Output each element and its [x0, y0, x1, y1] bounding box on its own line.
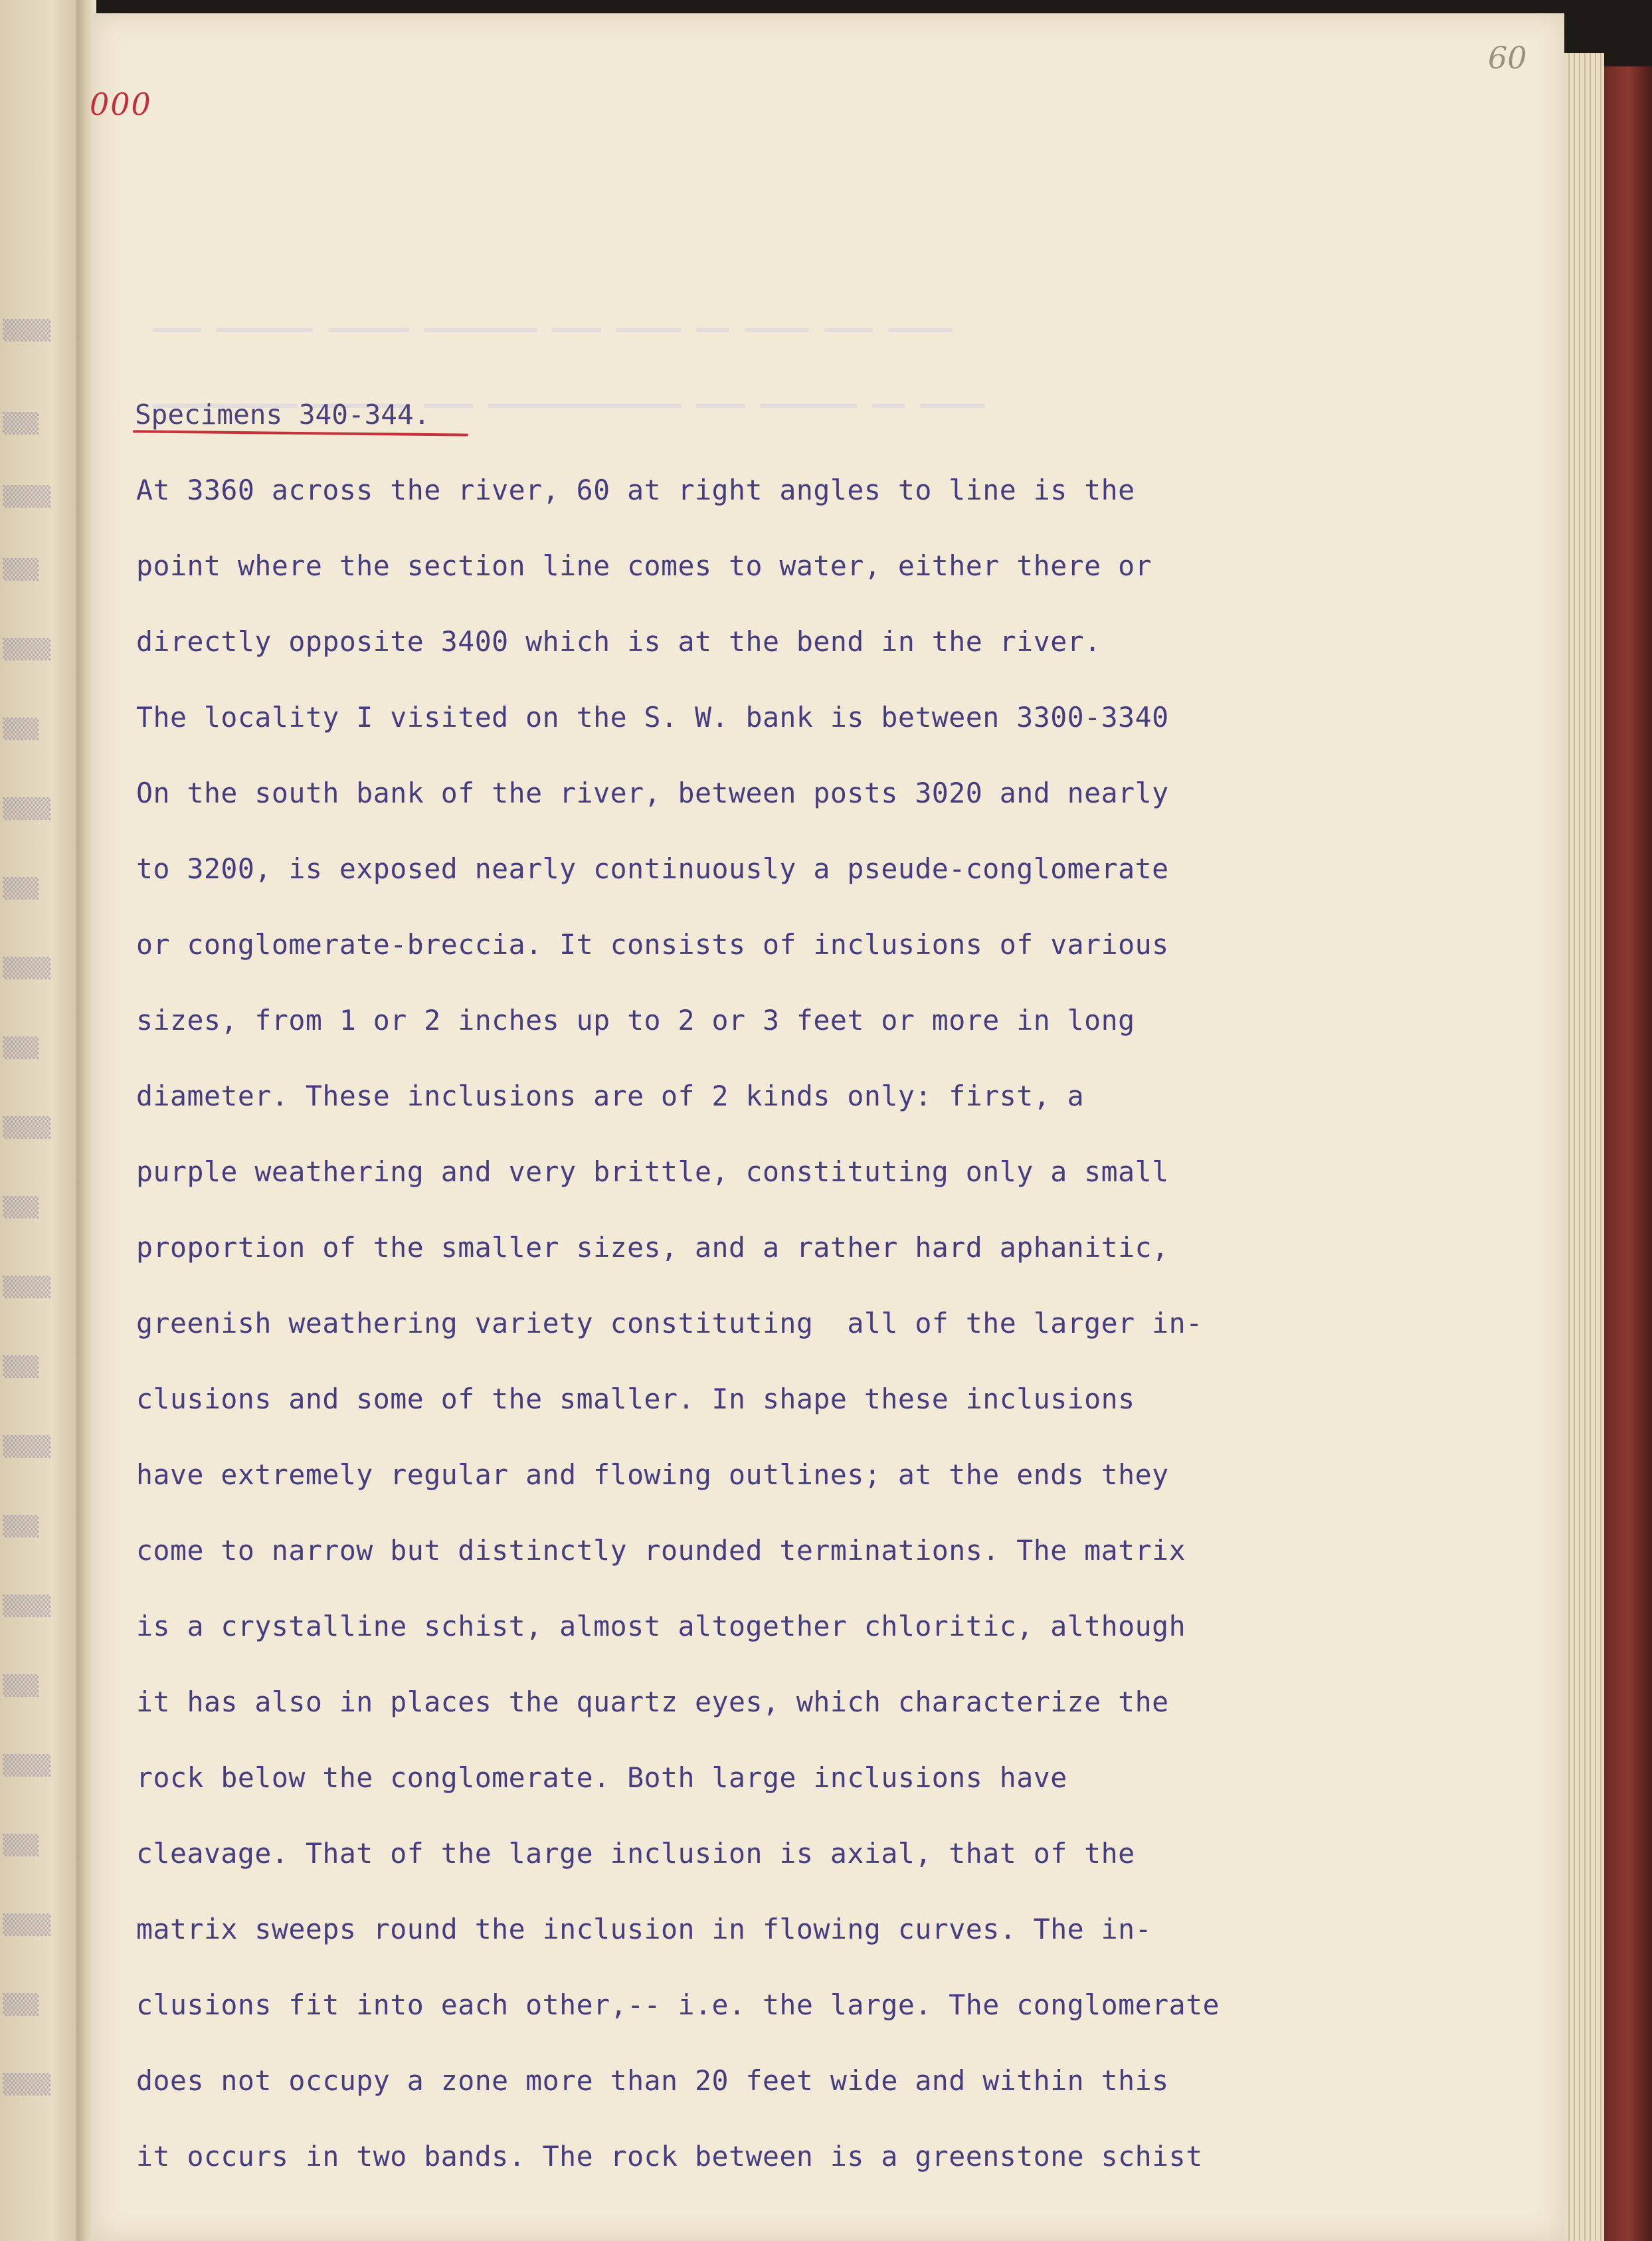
text-line: point where the section line comes to water, either there or — [136, 549, 1152, 582]
text-line: matrix sweeps round the inclusion in flowing curves. The in- — [136, 1913, 1152, 1945]
bleed-text: ▒▒▒ — [3, 1834, 39, 1857]
text-line: it occurs in two bands. The rock between is a greenstone schist — [136, 2140, 1203, 2173]
text-line: rock below the conglomerate. Both large inclusions have — [136, 1761, 1067, 1794]
text-line: come to narrow but distinctly rounded terminations. The matrix — [136, 1534, 1186, 1567]
text-line: greenish weathering variety constituting all of the larger in- — [136, 1307, 1203, 1339]
book-cover-edge — [1604, 66, 1652, 2241]
text-line: or conglomerate-breccia. It consists of inclusions of various — [136, 928, 1169, 961]
bleed-text: ▒▒▒ — [3, 1674, 39, 1698]
bleed-text: ▒▒▒ — [3, 1196, 39, 1219]
page-number: 60 — [1488, 40, 1527, 76]
bleed-text: ▒▒▒▒ — [3, 1276, 51, 1299]
bleed-text: ▒▒▒▒ — [3, 797, 51, 821]
bleed-text: ▒▒▒▒ — [3, 319, 51, 342]
bleed-text: ▒▒▒▒ — [3, 1435, 51, 1458]
text-line: proportion of the smaller sizes, and a rather hard aphanitic, — [136, 1231, 1169, 1264]
bleed-text: ▒▒▒▒ — [3, 1913, 51, 1937]
text-line: to 3200, is exposed nearly continuously a pseude-conglomerate — [136, 852, 1169, 885]
bleed-text: ▒▒▒▒ — [3, 1595, 51, 1618]
bleed-text: ▒▒▒ — [3, 1993, 39, 2016]
bleed-text: ▒▒▒▒ — [3, 485, 51, 508]
bleed-text: ▒▒▒ — [3, 877, 39, 900]
bleed-text: ▒▒▒ — [3, 1515, 39, 1538]
text-line: purple weathering and very brittle, constituting only a small — [136, 1155, 1169, 1188]
bleed-text: ▒▒▒ — [3, 412, 39, 435]
bleed-text: ▒▒▒ — [3, 718, 39, 741]
folio-mark: 000 — [90, 86, 152, 122]
text-line: At 3360 across the river, 60 at right angles to line is the — [136, 474, 1135, 506]
bleed-text: ▒▒▒▒ — [3, 957, 51, 980]
bleed-text: ▒▒▒ — [3, 1355, 39, 1379]
text-line: The locality I visited on the S. W. bank is between 3300-3340 — [136, 701, 1169, 733]
bleed-text: ▒▒▒▒ — [3, 2073, 51, 2096]
text-line: sizes, from 1 or 2 inches up to 2 or 3 feet or more in long — [136, 1004, 1135, 1036]
bleed-text: ▒▒▒ — [3, 1036, 39, 1060]
facing-page-edge — [0, 0, 86, 2241]
show-through-text: ▁▁▁ ▁▁▁▁▁▁ ▁▁▁▁▁ ▁▁▁▁▁▁▁ ▁▁▁ ▁▁▁▁ ▁▁ ▁▁▁▁ ▁▁▁ ▁▁▁▁ ▁▁▁▁▁▁▁▁▁ ▁▁▁▁▁▁ ▁▁▁ ▁▁▁▁▁▁▁▁▁▁▁▁ ▁▁▁ ▁▁▁▁▁▁ ▁▁ ▁▁▁▁ — [153, 302, 985, 408]
text-line: does not occupy a zone more than 20 feet wide and within this — [136, 2064, 1169, 2097]
text-line: On the south bank of the river, between posts 3020 and nearly — [136, 777, 1169, 809]
text-line: have extremely regular and flowing outlines; at the ends they — [136, 1458, 1169, 1491]
bleed-text: ▒▒▒▒ — [3, 638, 51, 661]
text-line: is a crystalline schist, almost altogether chloritic, although — [136, 1610, 1186, 1642]
text-line: diameter. These inclusions are of 2 kinds only: first, a — [136, 1080, 1085, 1112]
text-line: cleavage. That of the large inclusion is axial, that of the — [136, 1837, 1135, 1870]
text-line: it has also in places the quartz eyes, which characterize the — [136, 1686, 1169, 1718]
text-line: directly opposite 3400 which is at the bend in the river. — [136, 625, 1101, 658]
page-edges — [1564, 53, 1604, 2241]
bleed-text: ▒▒▒▒ — [3, 1754, 51, 1777]
bleed-text: ▒▒▒▒ — [3, 1116, 51, 1139]
bleed-text: ▒▒▒ — [3, 558, 39, 581]
text-line: clusions and some of the smaller. In shape these inclusions — [136, 1383, 1135, 1415]
typed-body-text — [136, 472, 1518, 2214]
document-heading: Specimens 340-344. — [135, 399, 430, 431]
text-line: clusions fit into each other,-- i.e. the large. The conglomerate — [136, 1989, 1220, 2021]
